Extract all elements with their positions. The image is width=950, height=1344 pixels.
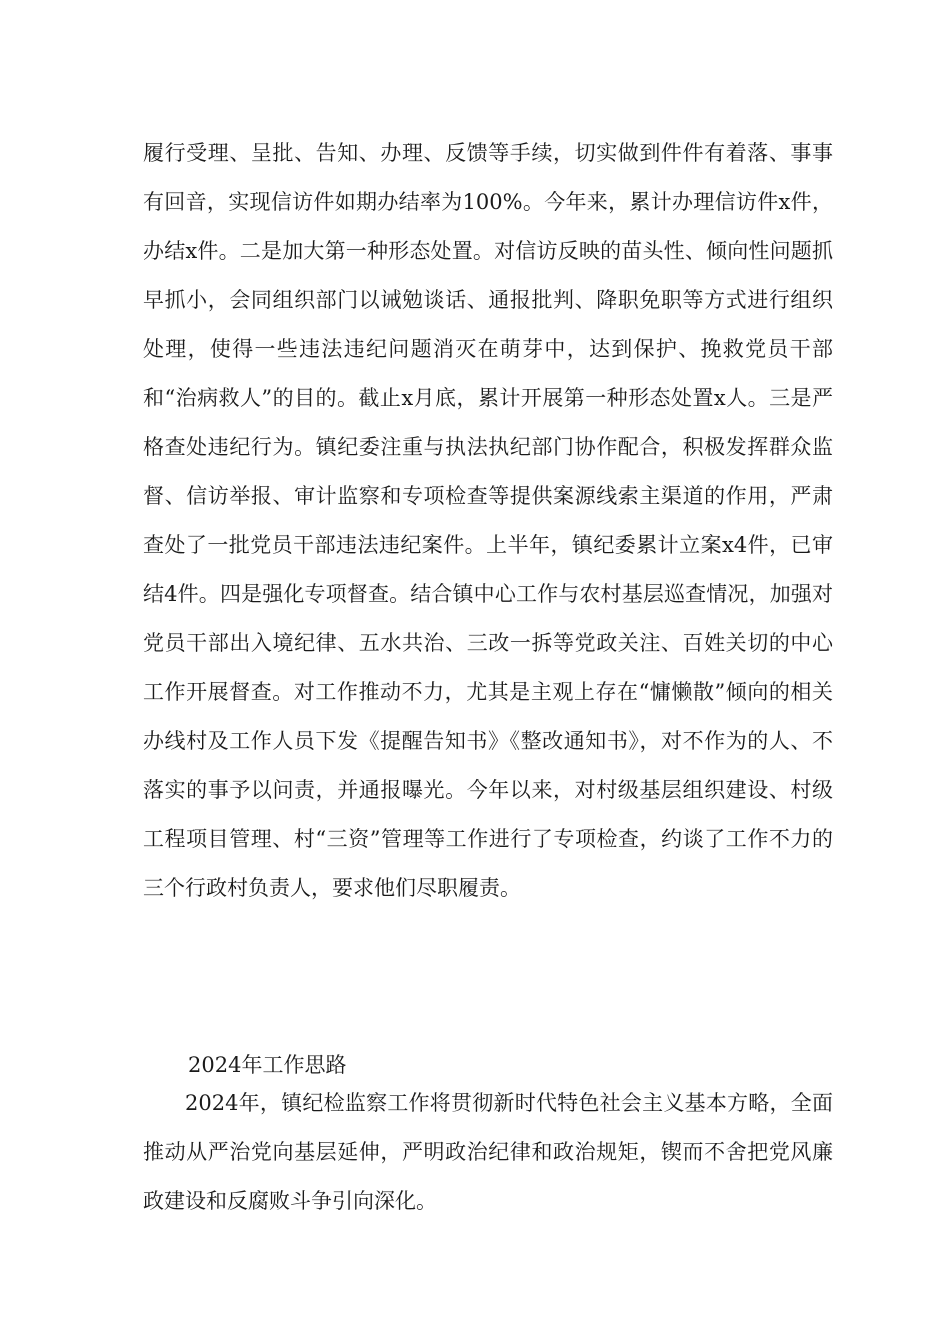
section-heading: 2024年工作思路 [188,1053,347,1077]
body-paragraph-2: 2024年，镇纪检监察工作将贯彻新时代特色社会主义基本方略，全面推动从严治党向基层延伸，严明政治纪律和政治规矩，锲而不舍把党风廉政建设和反腐败斗争引向深化。 [143,1091,833,1213]
body-paragraph-1: 履行受理、呈批、告知、办理、反馈等手续，切实做到件件有着落、事事有回音，实现信访件如期办结率为100%。今年来，累计办理信访件x件，办结x件。二是加大第一种形态处置。对信访反映的苗头性、倾向性问题抓早抓小，会同组织部门以诫勉谈话、通报批判、降职免职等方式进行组织处理，使得一些违法违纪问题消灭在萌芽中，达到保护、挽救党员干部和“治病救人”的目的。截止x月底，累计开展第一种形态处置x人。三是严格查处违纪行为。镇纪委注重与执法执纪部门协作配合，积极发挥群众监督、信访举报、审计监察和专项检查等提供案源线索主渠道的作用，严肃查处了一批党员干部违法违纪案件。上半年，镇纪委累计立案x4件，已审结4件。四是强化专项督查。结合镇中心工作与农村基层巡查情况，加强对党员干部出入境纪律、五水共治、三改一拆等党政关注、百姓关切的中心工作开展督查。对工作推动不力，尤其是主观上存在“慵懒散”倾向的相关办线村及工作人员下发《提醒告知书》《整改通知书》，对不作为的人、不落实的事予以问责，并通报曝光。今年以来，对村级基层组织建设、村级工程项目管理、村“三资”管理等工作进行了专项检查，约谈了工作不力的三个行政村负责人，要求他们尽职履责。 [143,141,833,900]
